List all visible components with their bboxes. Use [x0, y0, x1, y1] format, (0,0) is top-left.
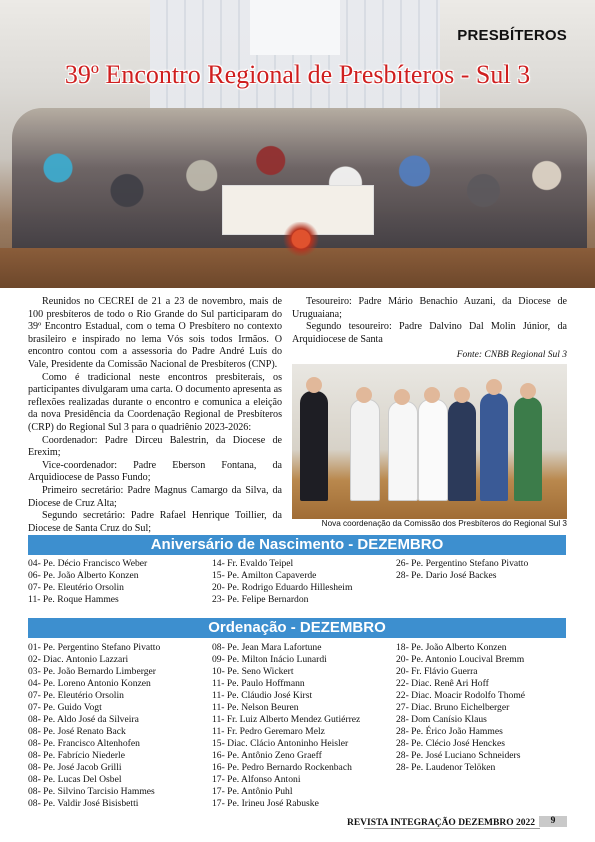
list-item: 28- Pe. Érico João Hammes — [396, 726, 503, 737]
list-item: 17- Pe. Irineu José Rabuske — [212, 798, 319, 809]
list-item: 15- Pe. Amilton Capaverde — [212, 570, 317, 581]
ordinations-list-col3 — [396, 642, 525, 774]
birthdays-list-col3 — [396, 558, 528, 582]
list-item: 06- Pe. João Alberto Konzen — [28, 570, 139, 581]
list-item: 26- Pe. Pergentino Stefano Pivatto — [396, 558, 529, 569]
flower-arrangement — [278, 222, 324, 256]
article-left-column — [28, 296, 282, 535]
list-item: 18- Pe. João Alberto Konzen — [396, 642, 507, 653]
footer-rule — [364, 828, 540, 829]
photo-source: Fonte: CNBB Regional Sul 3 — [456, 350, 567, 360]
person-figure — [448, 401, 476, 501]
ordinations-heading: Ordenação - DEZEMBRO — [28, 618, 566, 638]
coordination-photo — [292, 364, 567, 519]
list-item: 07- Pe. Eleutério Orsolin — [28, 690, 124, 701]
list-item: 20- Fr. Flávio Guerra — [396, 666, 478, 677]
list-item: 08- Pe. Fabrício Niederle — [28, 750, 125, 761]
list-item: 28- Pe. Laudenor Telöken — [396, 762, 496, 773]
list-item: 17- Pe. Alfonso Antoni — [212, 774, 301, 785]
list-item: 20- Pe. Rodrigo Eduardo Hillesheim — [212, 582, 353, 593]
person-head — [520, 383, 536, 399]
article-paragraph: Primeiro secretário: Padre Magnus Camargo da Silva, da Diocese de Cruz Alta; — [28, 484, 282, 509]
list-item: 11- Pe. Roque Hammes — [28, 594, 119, 605]
list-item: 09- Pe. Milton Inácio Lunardi — [212, 654, 327, 665]
list-item: 11- Fr. Pedro Geremaro Melz — [212, 726, 325, 737]
list-item: 08- Pe. Aldo José da Silveira — [28, 714, 139, 725]
list-item: 17- Pe. Antônio Puhl — [212, 786, 293, 797]
list-item: 03- Pe. João Bernardo Limberger — [28, 666, 156, 677]
list-item: 27- Diac. Bruno Eichelberger — [396, 702, 510, 713]
page-number: 9 — [539, 816, 567, 827]
article-right-column — [292, 296, 567, 346]
list-item: 16- Pe. Antônio Zeno Graeff — [212, 750, 322, 761]
list-item: 16- Pe. Pedro Bernardo Rockenbach — [212, 762, 352, 773]
article-paragraph: Segundo secretário: Padre Rafael Henrique Toillier, da Diocese de Santa Cruz do Sul; — [28, 510, 282, 534]
person-figure — [350, 399, 380, 501]
list-item: 08- Pe. José Jacob Grilli — [28, 762, 122, 773]
birthdays-list-col1 — [28, 558, 147, 606]
list-item: 15- Diac. Clácio Antoninho Heisler — [212, 738, 349, 749]
list-item: 11- Pe. Nelson Beuren — [212, 702, 299, 713]
birthdays-list-col2 — [212, 558, 352, 606]
page-title: 39º Encontro Regional de Presbíteros - Sul 3 — [64, 60, 531, 89]
person-figure — [300, 391, 328, 501]
list-item: 08- Pe. Lucas Del Osbel — [28, 774, 122, 785]
article-paragraph: Reunidos no CECREI de 21 a 23 de novembro, mais de 100 presbíteros de todo o Rio Grande do Sul participaram do 39º Encontro Estadual, com o tema O Presbítero no contexto brasileiro e inspirado no lema Vós sois todos Irmãos. O encontro contou com a assessoria do Padre André Luís do Vale, Presidente da Comissão Nacional de Presbíteros (CNP). — [28, 296, 282, 370]
list-item: 08- Pe. José Renato Back — [28, 726, 126, 737]
list-item: 04- Pe. Loreno Antonio Konzen — [28, 678, 151, 689]
ordinations-list-col1 — [28, 642, 160, 810]
chapel-window — [250, 0, 340, 55]
person-figure — [388, 401, 418, 501]
article-paragraph: Segundo tesoureiro: Padre Dalvino Dal Molin Júnior, da Arquidiocese de Santa — [292, 321, 567, 345]
person-head — [454, 387, 470, 403]
list-item: 14- Fr. Evaldo Teipel — [212, 558, 294, 569]
list-item: 08- Pe. Valdir José Bisisbetti — [28, 798, 139, 809]
list-item: 04- Pe. Décio Francisco Weber — [28, 558, 148, 569]
list-item: 20- Pe. Antonio Loucival Bremm — [396, 654, 525, 665]
photo-caption: Nova coordenação da Comissão dos Presbíteros do Regional Sul 3 — [321, 519, 567, 528]
person-figure — [480, 393, 508, 501]
article-paragraph: Tesoureiro: Padre Mário Benachio Auzani, da Diocese de Uruguaiana; — [292, 296, 567, 320]
list-item: 01- Pe. Pergentino Stefano Pivatto — [28, 642, 161, 653]
list-item: 08- Pe. Francisco Altenhofen — [28, 738, 140, 749]
article-paragraph: Vice-coordenador: Padre Eberson Fontana, da Arquidiocese de Passo Fundo; — [28, 459, 282, 484]
list-item: 22- Diac. Moacir Rodolfo Thomé — [396, 690, 526, 701]
list-item: 28- Pe. Clécio José Henckes — [396, 738, 505, 749]
person-figure — [418, 399, 448, 501]
person-head — [424, 387, 440, 403]
person-figure — [514, 397, 542, 501]
list-item: 11- Pe. Cláudio José Kirst — [212, 690, 313, 701]
list-item: 23- Pe. Felipe Bernardon — [212, 594, 309, 605]
birthdays-heading: Aniversário de Nascimento - DEZEMBRO — [28, 535, 566, 555]
person-head — [394, 389, 410, 405]
list-item: 07- Pe. Eleutério Orsolin — [28, 582, 124, 593]
magazine-name: REVISTA INTEGRAÇÃO DEZEMBRO 2022 — [346, 818, 535, 828]
list-item: 02- Diac. Antonio Lazzari — [28, 654, 129, 665]
person-head — [356, 387, 372, 403]
list-item: 08- Pe. Jean Mara Lafortune — [212, 642, 322, 653]
article-paragraph: Como é tradicional neste encontros presbiterais, os participantes divulgaram uma carta. O documento apresenta as reflexões realizadas durante o encontro e comunica a eleição da nova Presidência da Coordenação Regional de Presbíteros (CRP) do Regional Sul 3 para o quadriênio 2023-2026: — [28, 371, 282, 433]
list-item: 22- Diac. Renê Ari Hoff — [396, 678, 489, 689]
list-item: 08- Pe. Silvino Tarcisio Hammes — [28, 786, 155, 797]
article-paragraph: Coordenador: Padre Dirceu Balestrin, da Diocese de Erexim; — [28, 434, 282, 459]
person-head — [306, 377, 322, 393]
list-item: 11- Fr. Luiz Alberto Mendez Gutiérrez — [212, 714, 361, 725]
list-item: 11- Pe. Paulo Hoffmann — [212, 678, 305, 689]
section-label: PRESBÍTEROS — [457, 27, 567, 44]
list-item: 28- Pe. José Luciano Schneiders — [396, 750, 521, 761]
list-item: 07- Pe. Guido Vogt — [28, 702, 102, 713]
person-head — [486, 379, 502, 395]
ordinations-list-col2 — [212, 642, 360, 810]
list-item: 28- Dom Canísio Klaus — [396, 714, 487, 725]
list-item: 28- Pe. Dario José Backes — [396, 570, 497, 581]
list-item: 10- Pe. Seno Wickert — [212, 666, 294, 677]
